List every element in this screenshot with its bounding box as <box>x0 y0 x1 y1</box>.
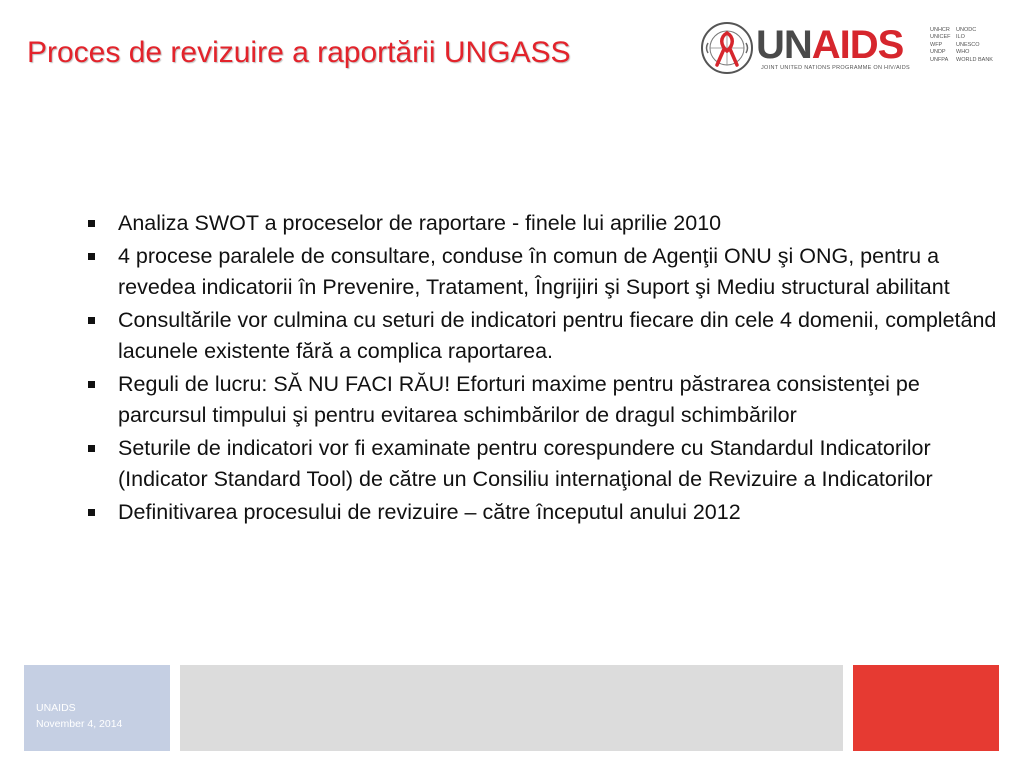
bullet-text: Analiza SWOT a proceselor de raportare - finele lui aprilie 2010 <box>118 211 722 235</box>
square-bullet-icon <box>88 445 95 452</box>
cosponsor-name: UNDP <box>930 49 946 56</box>
logo-wordmark <box>756 23 903 67</box>
cosponsor-name: UNESCO <box>956 41 980 48</box>
cosponsor-name: WORLD BANK <box>956 56 993 63</box>
bullet-text: Definitivarea procesului de revizuire – către începutul anului 2012 <box>118 500 741 524</box>
bullet-text: Consultările vor culmina cu seturi de indicatori pentru fiecare din cele 4 domenii, completând lacunele existente fără a complica raportarea. <box>118 308 997 363</box>
logo-wordmark-un: UN <box>756 23 812 67</box>
bullet-text: Reguli de lucru: SĂ NU FACI RĂU! Eforturi maxime pentru păstrarea consistenţei pe parcursul timpului şi pentru evitarea schimbărilor de dragul schimbărilor <box>118 372 920 427</box>
logo-cosponsors-col1 <box>930 27 950 64</box>
bullet-text: 4 procese paralele de consultare, conduse în comun de Agenţii ONU şi ONG, pentru a revedea indicatorii în Prevenire, Tratament, Îngrijiri şi Suport şi Mediu structural abilitant <box>118 244 950 299</box>
bullet-text: Seturile de indicatori vor fi examinate pentru corespundere cu Standardul Indicatorilor (Indicator Standard Tool) de către un Consiliu internaţional de Revizuire a Indicatorilor <box>118 436 933 491</box>
footer-middle-panel <box>180 665 843 751</box>
bullet-item <box>88 305 1000 367</box>
bullet-list <box>88 208 1000 530</box>
bullet-item <box>88 369 1000 431</box>
un-emblem-red-ribbon-icon <box>700 21 754 75</box>
square-bullet-icon <box>88 253 95 260</box>
cosponsor-name: UNODC <box>956 27 977 33</box>
logo-tagline: JOINT UNITED NATIONS PROGRAMME ON HIV/AIDS <box>761 65 910 71</box>
footer-right-panel <box>853 665 999 751</box>
cosponsor-name: ILO <box>956 34 965 41</box>
square-bullet-icon <box>88 220 95 227</box>
slide-title: Proces de revizuire a raportării UNGASS <box>27 36 571 69</box>
bullet-item <box>88 433 1000 495</box>
footer-org: UNAIDS <box>36 702 76 714</box>
footer-date: November 4, 2014 <box>36 718 123 730</box>
logo-cosponsors-col2 <box>956 27 993 64</box>
bullet-item <box>88 208 1000 239</box>
bullet-item <box>88 497 1000 528</box>
cosponsor-name: UNICEF <box>930 34 951 41</box>
cosponsor-name: WHO <box>956 49 970 56</box>
square-bullet-icon <box>88 381 95 388</box>
square-bullet-icon <box>88 509 95 516</box>
square-bullet-icon <box>88 317 95 324</box>
cosponsor-name: WFP <box>930 41 943 48</box>
bullet-item <box>88 241 1000 303</box>
cosponsor-name: UNFPA <box>930 56 949 63</box>
logo-wordmark-aids: AIDS <box>811 23 904 67</box>
unaids-logo <box>700 21 993 77</box>
cosponsor-name: UNHCR <box>930 27 950 33</box>
